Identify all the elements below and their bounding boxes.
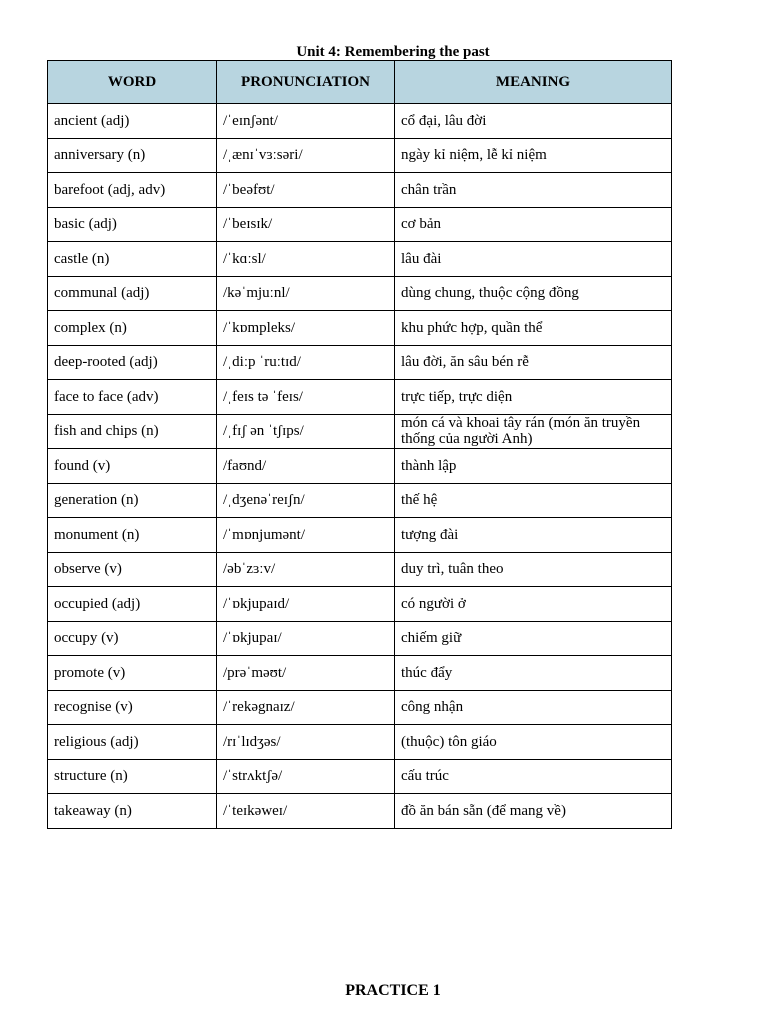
table-row: [48, 173, 672, 208]
cell-word: recognise (v): [48, 690, 217, 725]
table-row: [48, 276, 672, 311]
cell-pronunciation: /ˌdʒenəˈreɪʃn/: [217, 483, 395, 518]
cell-word: takeaway (n): [48, 794, 217, 829]
table-row: [48, 518, 672, 553]
table-row: [48, 690, 672, 725]
table-header-row: [48, 61, 672, 104]
cell-meaning: tượng đài: [395, 518, 672, 553]
cell-pronunciation: /ˌfeɪs tə ˈfeɪs/: [217, 380, 395, 415]
cell-meaning: thành lập: [395, 449, 672, 484]
cell-meaning: có người ở: [395, 587, 672, 622]
cell-pronunciation: /ˈmɒnjumənt/: [217, 518, 395, 553]
cell-pronunciation: /əbˈzɜːv/: [217, 552, 395, 587]
cell-word: ancient (adj): [48, 104, 217, 139]
cell-word: found (v): [48, 449, 217, 484]
cell-meaning: lâu đời, ăn sâu bén rễ: [395, 345, 672, 380]
cell-meaning: lâu đài: [395, 242, 672, 277]
table-row: [48, 725, 672, 760]
section-heading-practice: PRACTICE 1: [345, 982, 441, 999]
column-header-meaning: MEANING: [395, 61, 672, 104]
table-row: [48, 587, 672, 622]
cell-pronunciation: /ˌfɪʃ ən ˈtʃɪps/: [217, 414, 395, 449]
cell-pronunciation: /ˈɒkjupaɪd/: [217, 587, 395, 622]
vocabulary-table: [47, 60, 672, 829]
cell-pronunciation: /ˈeɪnʃənt/: [217, 104, 395, 139]
cell-word: castle (n): [48, 242, 217, 277]
cell-word: communal (adj): [48, 276, 217, 311]
cell-pronunciation: /ˌdiːp ˈruːtɪd/: [217, 345, 395, 380]
cell-pronunciation: /faʊnd/: [217, 449, 395, 484]
cell-pronunciation: /ˈɒkjupaɪ/: [217, 621, 395, 656]
cell-meaning: duy trì, tuân theo: [395, 552, 672, 587]
column-header-word: WORD: [48, 61, 217, 104]
cell-meaning: cấu trúc: [395, 759, 672, 794]
cell-meaning: món cá và khoai tây rán (món ăn truyền thống của người Anh): [395, 414, 672, 449]
table-row: [48, 759, 672, 794]
cell-pronunciation: /ˈstrʌktʃə/: [217, 759, 395, 794]
cell-pronunciation: /ˈbeəfʊt/: [217, 173, 395, 208]
cell-pronunciation: /ˈrekəgnaɪz/: [217, 690, 395, 725]
cell-meaning: công nhận: [395, 690, 672, 725]
cell-meaning: khu phức hợp, quần thể: [395, 311, 672, 346]
cell-meaning: cổ đại, lâu đời: [395, 104, 672, 139]
cell-meaning: (thuộc) tôn giáo: [395, 725, 672, 760]
table-row: [48, 656, 672, 691]
cell-word: promote (v): [48, 656, 217, 691]
table-row: [48, 242, 672, 277]
table-row: [48, 104, 672, 139]
table-row: [48, 483, 672, 518]
cell-word: observe (v): [48, 552, 217, 587]
table-row: [48, 380, 672, 415]
cell-meaning: trực tiếp, trực diện: [395, 380, 672, 415]
cell-meaning: chân trần: [395, 173, 672, 208]
cell-word: anniversary (n): [48, 138, 217, 173]
table-row: [48, 621, 672, 656]
cell-word: structure (n): [48, 759, 217, 794]
cell-word: monument (n): [48, 518, 217, 553]
cell-pronunciation: /ˈkɑːsl/: [217, 242, 395, 277]
cell-meaning: đồ ăn bán sẵn (để mang về): [395, 794, 672, 829]
table-row: [48, 414, 672, 449]
table-row: [48, 449, 672, 484]
cell-pronunciation: /prəˈməʊt/: [217, 656, 395, 691]
cell-meaning: dùng chung, thuộc cộng đồng: [395, 276, 672, 311]
cell-pronunciation: /ˈbeɪsɪk/: [217, 207, 395, 242]
cell-pronunciation: /ˈteɪkəweɪ/: [217, 794, 395, 829]
cell-pronunciation: /ˌænɪˈvɜːsəri/: [217, 138, 395, 173]
cell-meaning: chiếm giữ: [395, 621, 672, 656]
cell-pronunciation: /kəˈmjuːnl/: [217, 276, 395, 311]
cell-pronunciation: /rɪˈlɪdʒəs/: [217, 725, 395, 760]
cell-word: generation (n): [48, 483, 217, 518]
table-row: [48, 552, 672, 587]
cell-pronunciation: /ˈkɒmpleks/: [217, 311, 395, 346]
cell-word: basic (adj): [48, 207, 217, 242]
cell-meaning: thế hệ: [395, 483, 672, 518]
page-title: Unit 4: Remembering the past: [296, 44, 490, 60]
cell-word: deep-rooted (adj): [48, 345, 217, 380]
table-row: [48, 207, 672, 242]
cell-word: complex (n): [48, 311, 217, 346]
cell-word: religious (adj): [48, 725, 217, 760]
table-row: [48, 138, 672, 173]
cell-meaning: ngày kỉ niệm, lễ kỉ niệm: [395, 138, 672, 173]
table-row: [48, 311, 672, 346]
cell-word: barefoot (adj, adv): [48, 173, 217, 208]
table-row: [48, 794, 672, 829]
cell-word: fish and chips (n): [48, 414, 217, 449]
table-body: [48, 104, 672, 829]
table-row: [48, 345, 672, 380]
cell-word: face to face (adv): [48, 380, 217, 415]
cell-meaning: cơ bản: [395, 207, 672, 242]
cell-word: occupied (adj): [48, 587, 217, 622]
column-header-pronunciation: PRONUNCIATION: [217, 61, 395, 104]
cell-word: occupy (v): [48, 621, 217, 656]
cell-meaning: thúc đẩy: [395, 656, 672, 691]
